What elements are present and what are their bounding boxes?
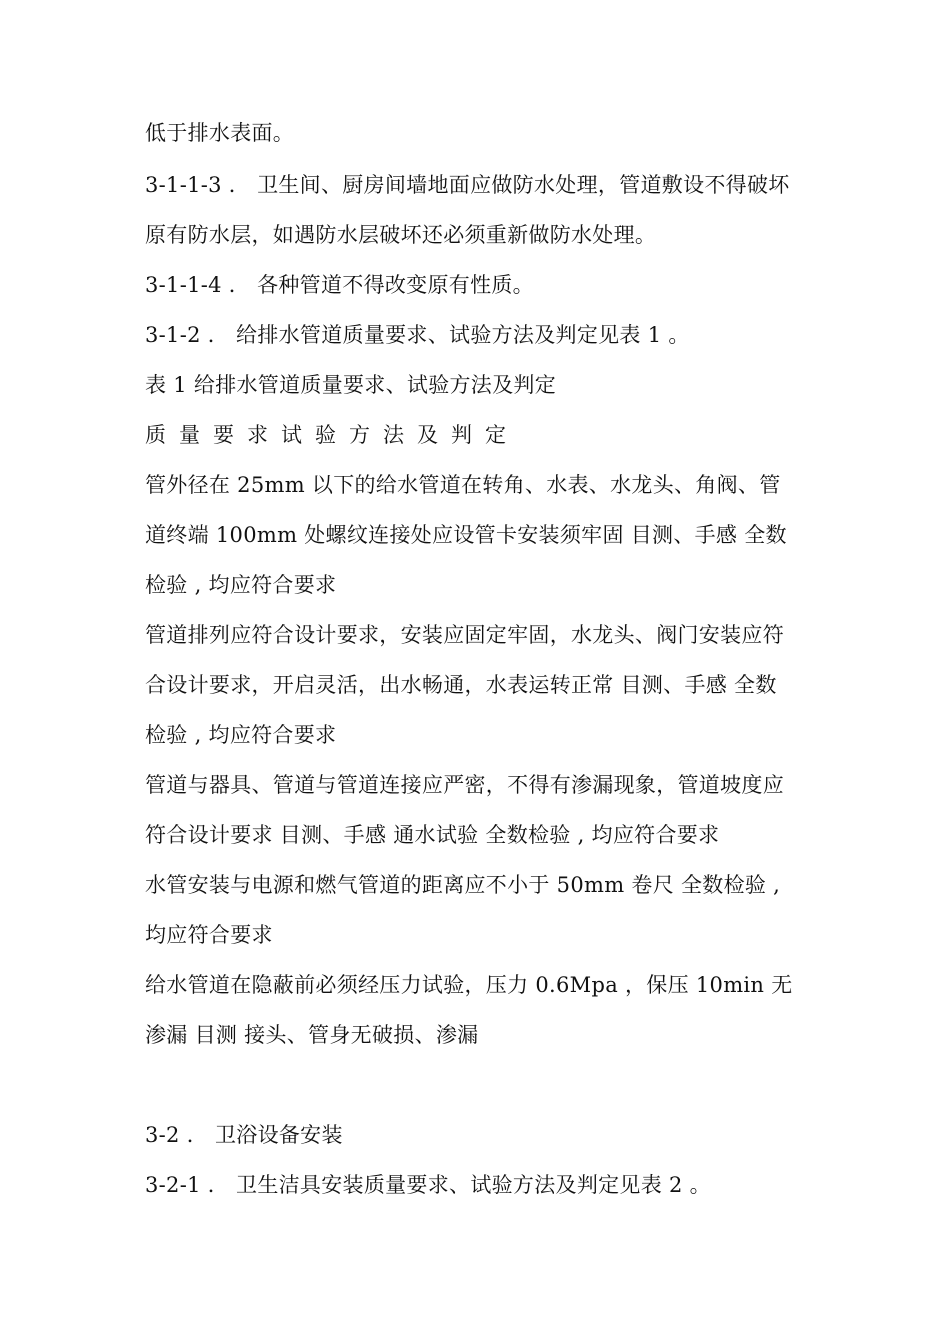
text-line-14: 管道与器具、管道与管道连接应严密，不得有渗漏现象，管道坡度应 (145, 773, 784, 797)
text-line-12: 合设计要求，开启灵活，出水畅通，水表运转正常 目测、手感 全数 (145, 673, 777, 697)
text-line-21: 3-2-1 ． 卫生洁具安装质量要求、试验方法及判定见表 2 。 (145, 1173, 711, 1197)
text-line-16: 水管安装与电源和燃气管道的距离应不小于 50mm 卷尺 全数检验 , (145, 873, 781, 897)
text-line-2: 3-1-1-3 ． 卫生间、厨房间墙地面应做防水处理，管道敷设不得破坏 (145, 173, 790, 197)
text-line-9: 道终端 100mm 处螺纹连接处应设管卡安装须牢固 目测、手感 全数 (145, 523, 787, 547)
text-line-4: 3-1-1-4 ． 各种管道不得改变原有性质。 (145, 273, 534, 297)
text-line-3: 原有防水层，如遇防水层破坏还必须重新做防水处理。 (145, 223, 657, 247)
text-line-11: 管道排列应符合设计要求，安装应固定牢固，水龙头、阀门安装应符 (145, 623, 784, 647)
text-line-5: 3-1-2 ． 给排水管道质量要求、试验方法及判定见表 1 。 (145, 323, 690, 347)
text-line-15: 符合设计要求 目测、手感 通水试验 全数检验 , 均应符合要求 (145, 823, 720, 847)
text-line-19: 渗漏 目测 接头、管身无破损、渗漏 (145, 1023, 479, 1047)
section-heading: 3-2 ． 卫浴设备安装 (145, 1123, 343, 1147)
table-caption: 表 1 给排水管道质量要求、试验方法及判定 (145, 373, 557, 397)
text-line-1: 低于排水表面。 (145, 121, 295, 145)
text-line-8: 管外径在 25mm 以下的给水管道在转角、水表、水龙头、角阀、管 (145, 473, 781, 497)
table-header: 质量要求试验方法及判定 (145, 423, 519, 447)
text-line-18: 给水管道在隐蔽前必须经压力试验，压力 0.6Mpa ，保压 10min 无 (145, 973, 793, 997)
text-line-17: 均应符合要求 (145, 923, 273, 947)
text-line-10: 检验 , 均应符合要求 (145, 573, 337, 597)
text-line-13: 检验 , 均应符合要求 (145, 723, 337, 747)
